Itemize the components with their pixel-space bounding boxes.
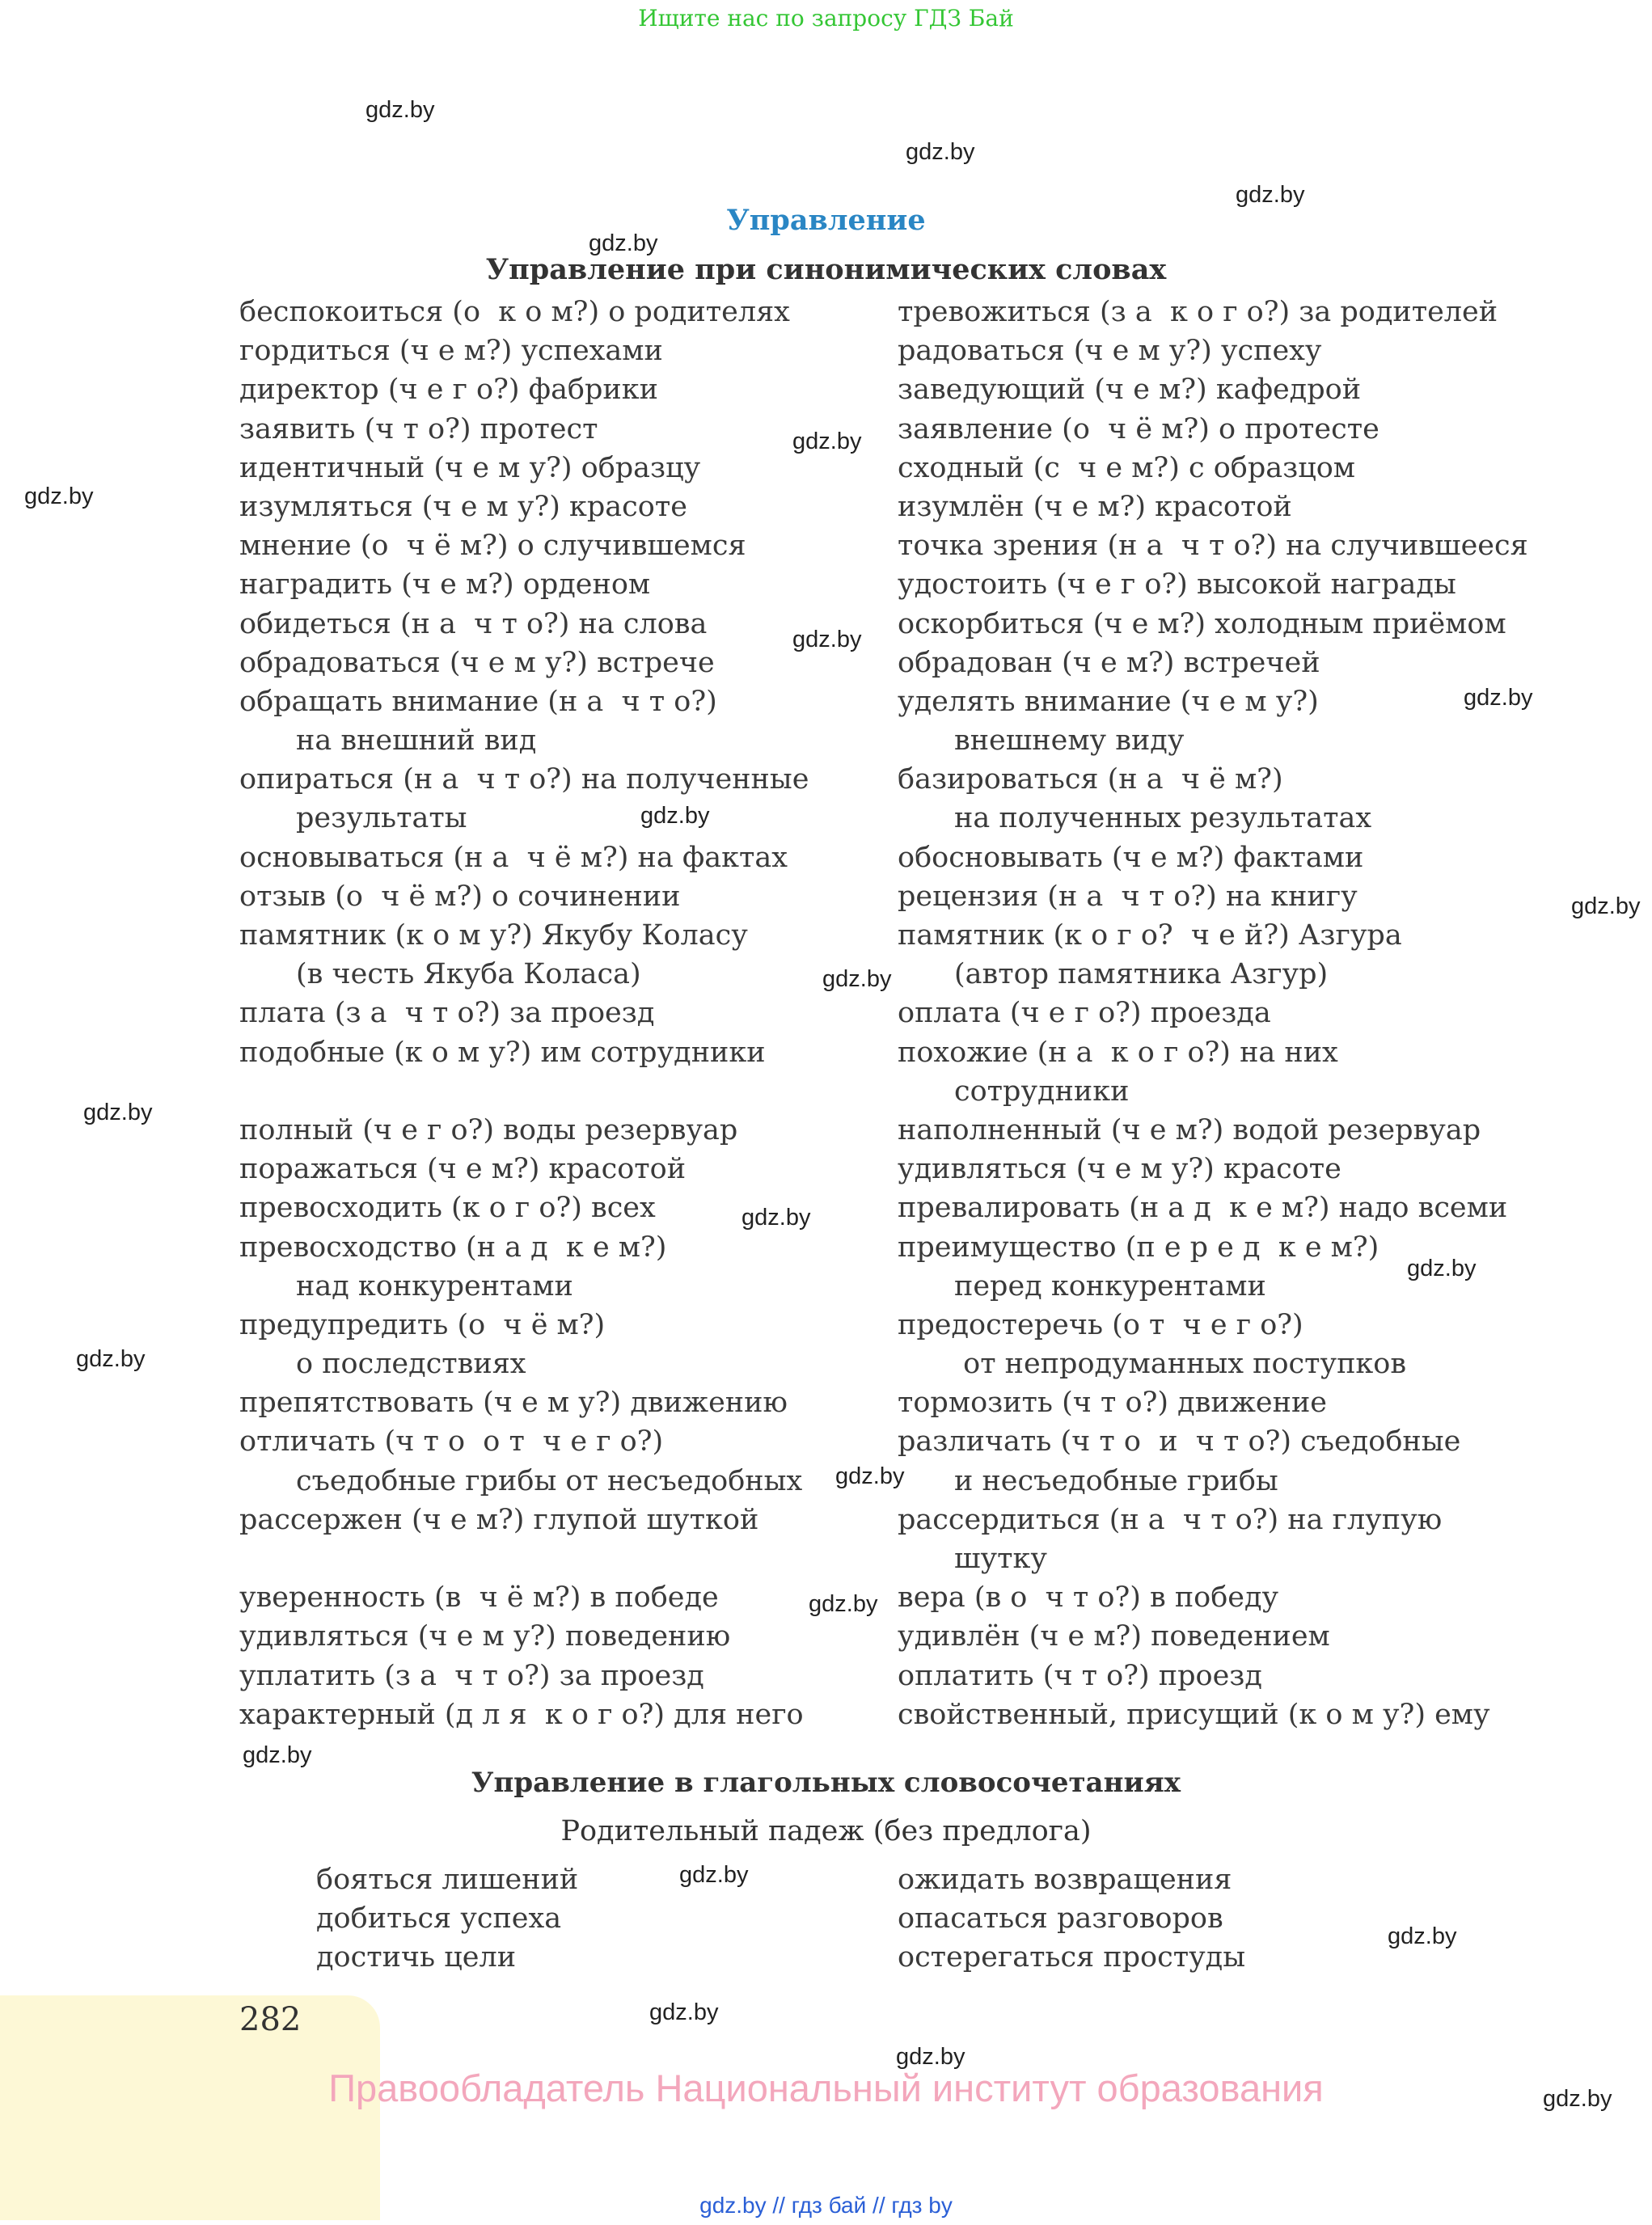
entry-line: ожидать возвращения [898, 1864, 1232, 1896]
entry-line: подобные (к о м у?) им сотрудники [239, 1036, 766, 1069]
watermark: gdz.by [896, 2044, 965, 2070]
entry-line: уплатить (з а ч т о?) за проезд [239, 1659, 704, 1692]
page-number: 282 [239, 2001, 302, 2038]
entry-line: рецензия (н а ч т о?) на книгу [898, 880, 1358, 913]
entry-line: предупредить (о ч ё м?) [239, 1308, 606, 1341]
entry-line: бояться лишений [316, 1864, 579, 1896]
watermark: gdz.by [1543, 2086, 1612, 2112]
entry-line: препятствовать (ч е м у?) движению [239, 1387, 788, 1420]
entry-line: остерегаться простуды [898, 1941, 1246, 1974]
watermark: gdz.by [365, 97, 435, 123]
right-column [898, 293, 1577, 1734]
entry-line: вера (в о ч т о?) в победу [898, 1581, 1279, 1615]
entry-line: (автор памятника Азгур) [954, 958, 1329, 991]
entry-line: основываться (н а ч ё м?) на фактах [239, 841, 788, 874]
entry-line: превосходить (к о г о?) всех [239, 1192, 656, 1225]
entry-line: полный (ч е г о?) воды резервуар [239, 1113, 738, 1146]
watermark: gdz.by [906, 139, 975, 165]
subtitle-verbal: Управление в глагольных словосочетаниях [471, 1767, 1181, 1799]
watermark: gdz.by [83, 1100, 153, 1125]
entry-line: беспокоиться (о к о м?) о родителях [239, 296, 790, 328]
watermark: gdz.by [679, 1862, 749, 1888]
watermark: gdz.by [792, 429, 862, 454]
genitive-left-column [316, 1860, 578, 1978]
entry-line: внешнему виду [954, 724, 1185, 758]
entry-line: удивляться (ч е м у?) поведению [239, 1620, 731, 1653]
entry-line: превалировать (н а д к е м?) надо всеми [898, 1192, 1508, 1225]
entry-line: сходный (с ч е м?) с образцом [898, 451, 1356, 484]
entry-line: точка зрения (н а ч т о?) на случившееся [898, 530, 1528, 563]
entry-line: добиться успеха [316, 1902, 562, 1936]
entry-line: обидеться (н а ч т о?) на слова [239, 607, 708, 640]
watermark: gdz.by [640, 803, 710, 829]
watermark: gdz.by [589, 230, 658, 256]
watermark: gdz.by [835, 1463, 905, 1489]
entry-line: на полученных результатах [954, 802, 1372, 835]
entry-line: преимущество (п е р е д к е м?) [898, 1231, 1379, 1264]
watermark: gdz.by [741, 1205, 811, 1231]
entry-line: оскорбиться (ч е м?) холодным приёмом [898, 607, 1506, 640]
entry-line: на внешний вид [296, 724, 537, 758]
entry-line: и несъедобные грибы [954, 1464, 1278, 1497]
entry-line: оплата (ч е г о?) проезда [898, 997, 1271, 1030]
entry-line: удостоить (ч е г о?) высокой награды [898, 568, 1456, 602]
entry-line: памятник (к о г о? ч е й?) Азгура [898, 919, 1402, 952]
entry-line: рассердиться (н а ч т о?) на глупую [898, 1503, 1443, 1536]
watermark: gdz.by [649, 1999, 719, 2025]
watermark: gdz.by [243, 1742, 312, 1768]
watermark: gdz.by [1571, 893, 1641, 919]
entry-line: от непродуманных поступков [954, 1348, 1407, 1381]
entry-line: радоваться (ч е м у?) успеху [898, 335, 1322, 368]
entry-line: плата (з а ч т о?) за проезд [239, 997, 655, 1030]
entry-line: (в честь Якуба Коласа) [296, 958, 641, 991]
entry-line: мнение (о ч ё м?) о случившемся [239, 530, 746, 563]
entry-line: сотрудники [954, 1075, 1130, 1108]
genitive-right-column [898, 1860, 1245, 1978]
entry-line: над конкурентами [296, 1269, 573, 1302]
entry-line: отличать (ч т о о т ч е г о?) [239, 1425, 664, 1459]
entry-line: идентичный (ч е м у?) образцу [239, 451, 701, 484]
entry-line: превосходство (н а д к е м?) [239, 1231, 667, 1264]
entry-line: результаты [296, 802, 467, 835]
entry-line: характерный (д л я к о г о?) для него [239, 1698, 804, 1731]
entry-line: уверенность (в ч ё м?) в победе [239, 1581, 719, 1615]
entry-line: перед конкурентами [954, 1269, 1266, 1302]
entry-line: съедобные грибы от несъедобных [296, 1464, 803, 1497]
entry-line: заведующий (ч е м?) кафедрой [898, 374, 1362, 407]
entry-line: достичь цели [316, 1941, 517, 1974]
entry-line: обрадован (ч е м?) встречей [898, 646, 1320, 679]
entry-line: о последствиях [296, 1348, 526, 1381]
section-title: Управление [726, 204, 926, 237]
entry-line: тревожиться (з а к о г о?) за родителей [898, 296, 1498, 328]
entry-line: опасаться разговоров [898, 1902, 1223, 1936]
entry-line: поражаться (ч е м?) красотой [239, 1153, 687, 1186]
entry-line [239, 1539, 878, 1578]
entry-line: предостеречь (о т ч е г о?) [898, 1308, 1303, 1341]
footer-links: gdz.by // гдз бай // гдз by [699, 2193, 953, 2218]
watermark: gdz.by [76, 1346, 146, 1372]
entry-line: оплатить (ч т о?) проезд [898, 1659, 1262, 1692]
watermark: gdz.by [1388, 1923, 1457, 1949]
entry-line: уделять внимание (ч е м у?) [898, 685, 1319, 718]
subtitle-genitive: Родительный падеж (без предлога) [560, 1815, 1092, 1847]
copyright-notice: Правообладатель Национальный институт образования [328, 2067, 1324, 2109]
top-banner: Ищите нас по запросу ГДЗ Бай [638, 5, 1014, 32]
entry-line: опираться (н а ч т о?) на полученные [239, 763, 809, 796]
entry-line: изумлён (ч е м?) красотой [898, 490, 1292, 523]
entry-line: обрадоваться (ч е м у?) встрече [239, 646, 715, 679]
watermark: gdz.by [24, 483, 94, 509]
subtitle-synonyms: Управление при синонимических словах [485, 253, 1167, 286]
entry-line: памятник (к о м у?) Якубу Коласу [239, 919, 748, 952]
entry-line: удивляться (ч е м у?) красоте [898, 1153, 1341, 1186]
entry-line: директор (ч е г о?) фабрики [239, 374, 658, 407]
entry-line: изумляться (ч е м у?) красоте [239, 490, 687, 523]
entry-line: наполненный (ч е м?) водой резервуар [898, 1113, 1481, 1146]
entry-line: наградить (ч е м?) орденом [239, 568, 651, 602]
entry-line: отзыв (о ч ё м?) о сочинении [239, 880, 681, 913]
watermark: gdz.by [792, 627, 862, 652]
watermark: gdz.by [1407, 1256, 1477, 1281]
entry-line: обосновывать (ч е м?) фактами [898, 841, 1364, 874]
entry-line [239, 1072, 878, 1111]
entry-line: свойственный, присущий (к о м у?) ему [898, 1698, 1490, 1731]
entry-line: гордиться (ч е м?) успехами [239, 335, 663, 368]
entry-line: базироваться (н а ч ё м?) [898, 763, 1283, 796]
entry-line: шутку [954, 1543, 1047, 1575]
left-column [239, 293, 878, 1734]
entry-line: заявить (ч т о?) протест [239, 412, 598, 445]
watermark: gdz.by [822, 966, 892, 992]
watermark: gdz.by [809, 1591, 878, 1617]
entry-line: похожие (н а к о г о?) на них [898, 1036, 1338, 1069]
entry-line: обращать внимание (н а ч т о?) [239, 685, 717, 718]
entry-line: рассержен (ч е м?) глупой шуткой [239, 1503, 759, 1536]
entry-line: различать (ч т о и ч т о?) съедобные [898, 1425, 1461, 1459]
watermark: gdz.by [1464, 685, 1533, 711]
watermark: gdz.by [1236, 182, 1305, 208]
entry-line: тормозить (ч т о?) движение [898, 1387, 1327, 1420]
entry-line: удивлён (ч е м?) поведением [898, 1620, 1330, 1653]
entry-line: заявление (о ч ё м?) о протесте [898, 412, 1379, 445]
